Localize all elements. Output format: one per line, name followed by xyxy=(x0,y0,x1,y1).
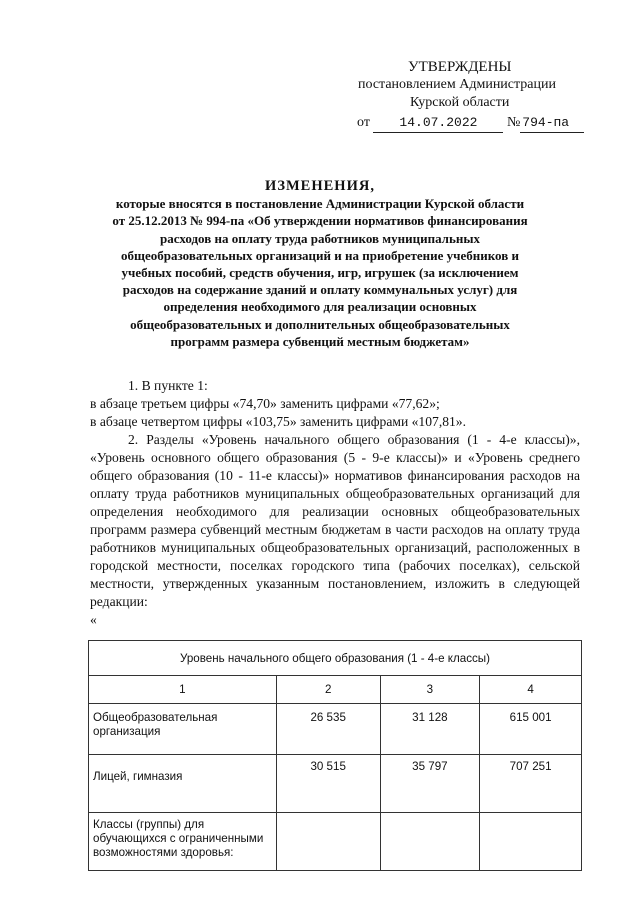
column-header: 3 xyxy=(380,676,480,704)
opening-quote: « xyxy=(90,612,97,627)
heading-line: от 25.12.2013 № 994-па «Об утверждении нормативов финансирования xyxy=(112,213,528,229)
approval-line-2: Курской области xyxy=(410,95,510,110)
number-sign: № xyxy=(506,115,521,130)
heading-line: определения необходимого для реализации основных xyxy=(163,299,477,315)
column-header: 4 xyxy=(480,676,582,704)
table-cell: 30 515 xyxy=(276,755,380,813)
heading-line: учебных пособий, средств обучения, игр, игрушек (за исключением xyxy=(121,265,519,281)
table-row xyxy=(89,813,582,871)
document-body xyxy=(90,377,580,629)
paragraph-3: в абзаце четвертом цифры «103,75» заменить цифрами «107,81». xyxy=(90,414,467,429)
heading-line: общеобразовательных организаций и на приобретение учебников и xyxy=(121,247,519,263)
document-heading xyxy=(60,178,580,350)
paragraph-1: 1. В пункте 1: xyxy=(128,378,208,393)
row-label: Классы (группы) для обучающихся с ограниченными возможностями здоровья: xyxy=(89,813,277,871)
approval-line-1: постановлением Администрации xyxy=(358,77,556,92)
table-cell xyxy=(380,813,480,871)
table-cell: 35 797 xyxy=(380,755,480,813)
table-cell: 707 251 xyxy=(480,755,582,813)
heading-line: которые вносятся в постановление Администрации Курской области xyxy=(115,196,525,212)
approval-block xyxy=(350,58,590,133)
table-row xyxy=(89,755,582,813)
paragraph-4: 2. Разделы «Уровень начального общего образования (1 - 4-е классы)», «Уровень основного общего образования (5 - 9-е классы)» и «Уровень среднего общего образования (10 - 11-е классы)» нормативов финансирования расходов на оплату труда работников муниципальных общеобразовательных организаций для определения необходимого для реализации основных общеобразовательных программ размера субвенций местным бюджетам в части расходов на оплату труда работников муниципальных общеобразовательных организаций, расположенных в городской местности, поселках городского типа (рабочих поселках), сельской местности, утвержденных указанным постановлением, изложить в следующей редакции: xyxy=(90,432,580,609)
heading-line: программ размера субвенций местным бюджетам» xyxy=(170,333,470,349)
table-cell: 615 001 xyxy=(480,704,582,755)
table-header-row xyxy=(89,676,582,704)
table-cell xyxy=(480,813,582,871)
table-cell: 31 128 xyxy=(380,704,480,755)
approval-title: УТВЕРЖДЕНЫ xyxy=(408,59,512,75)
paragraph-2: в абзаце третьем цифры «74,70» заменить цифрами «77,62»; xyxy=(90,396,440,411)
column-header: 2 xyxy=(276,676,380,704)
from-label: от xyxy=(357,115,370,130)
approval-date-line xyxy=(357,114,590,133)
approval-number: 794-па xyxy=(520,114,584,133)
heading-title: ИЗМЕНЕНИЯ, xyxy=(265,178,375,194)
table-cell: 26 535 xyxy=(276,704,380,755)
heading-line: расходов на содержание зданий и оплату коммунальных услуг) для xyxy=(122,282,518,298)
table-caption: Уровень начального общего образования (1 - 4-е классы) xyxy=(89,641,582,676)
heading-line: расходов на оплату труда работников муниципальных xyxy=(160,230,480,246)
row-label: Лицей, гимназия xyxy=(89,755,277,813)
row-label: Общеобразовательная организация xyxy=(89,704,277,755)
heading-line: общеобразовательных и дополнительных общеобразовательных xyxy=(130,316,510,332)
normatives-table xyxy=(88,640,582,871)
table-cell xyxy=(276,813,380,871)
table-row xyxy=(89,704,582,755)
approval-date: 14.07.2022 xyxy=(373,114,503,133)
column-header: 1 xyxy=(89,676,277,704)
